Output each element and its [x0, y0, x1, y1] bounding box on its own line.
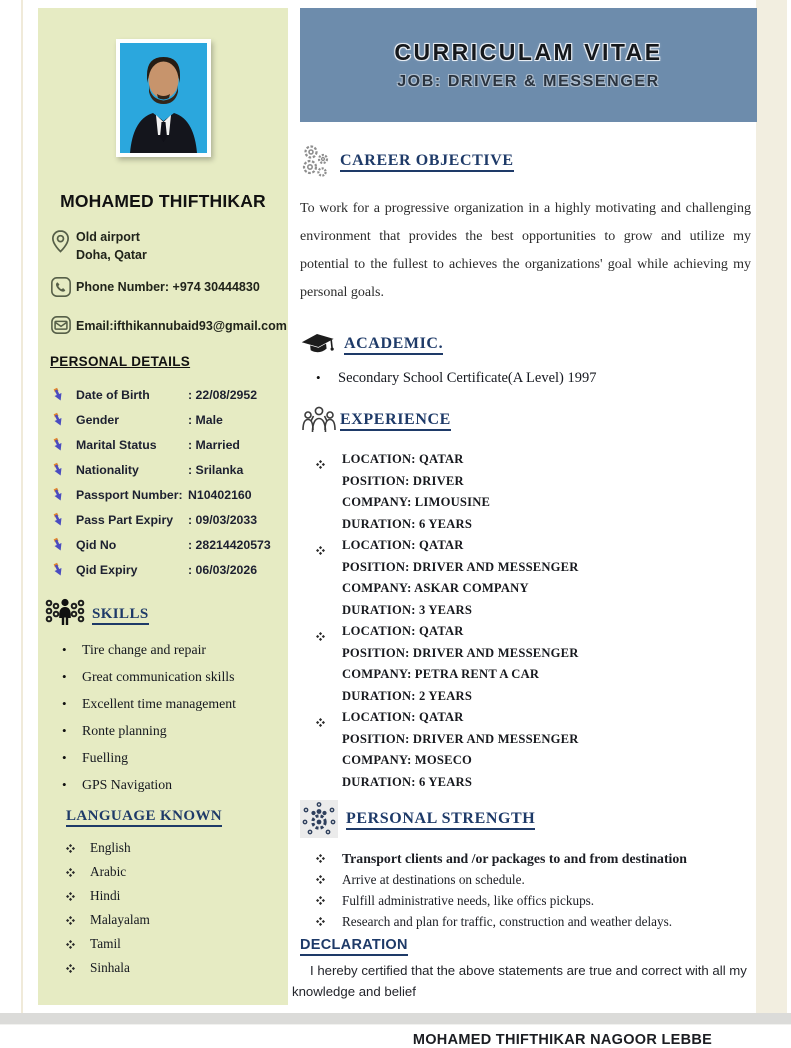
detail-label: Qid Expiry	[76, 562, 138, 577]
academic-heading: ACADEMIC.	[344, 335, 443, 353]
detail-value: : 22/08/2952	[188, 387, 258, 402]
personal-detail-row	[52, 557, 280, 582]
detail-value: : Married	[188, 437, 240, 452]
experience-heading: EXPERIENCE	[340, 411, 451, 429]
personal-details-rows	[52, 382, 280, 582]
experience-line: DURATION: 6 YEARS	[342, 516, 473, 531]
dart-bullet-icon	[52, 388, 76, 401]
email-icon	[50, 315, 76, 340]
detail-label: Passport Number:	[76, 487, 183, 502]
skills-person-icon	[44, 598, 86, 630]
dart-bullet-icon	[52, 538, 76, 551]
bullet-icon: •	[62, 723, 67, 739]
declaration-text: I hereby certified that the above statements are true and correct with all my knowledge and belief	[292, 963, 747, 1000]
diamond-bullet-icon	[66, 892, 90, 901]
experience-line: LOCATION: QATAR	[300, 707, 757, 729]
language-item	[66, 956, 288, 980]
skill-text: Tire change and repair	[82, 642, 206, 658]
strength-item	[300, 869, 757, 890]
detail-value: : Srilanka	[188, 462, 244, 477]
bullet-icon: •	[62, 696, 67, 712]
strength-text: Arrive at destinations on schedule.	[342, 872, 525, 887]
experience-line: DURATION: 3 YEARS	[342, 602, 473, 617]
career-objective-text: To work for a progressive organization in a highly motivating and challenging environment that provides the best opportunities to grow and utilize my potential to the fullest to achieves the organizations' goal while achieving my personal goals.	[300, 201, 751, 300]
language-item	[66, 908, 288, 932]
job-subtitle: JOB: DRIVER & MESSENGER	[397, 73, 660, 90]
bullet-icon: •	[62, 669, 67, 685]
title-banner	[300, 8, 757, 122]
page-right-margin	[756, 0, 787, 1013]
detail-label: Marital Status	[76, 437, 157, 452]
detail-value: N10402160	[188, 487, 252, 502]
language-item	[66, 884, 288, 908]
skill-item	[62, 696, 288, 723]
experience-line: COMPANY: MOSECO	[342, 753, 472, 767]
personal-strength-heading-row	[300, 800, 757, 838]
personal-detail-row	[52, 482, 280, 507]
academic-text: Secondary School Certificate(A Level) 1997	[338, 370, 597, 386]
diamond-bullet-icon	[66, 916, 90, 925]
dart-bullet-icon	[52, 413, 76, 426]
academic-item	[300, 370, 757, 387]
detail-label: Qid No	[76, 537, 117, 552]
skill-text: Ronte planning	[82, 723, 167, 739]
diamond-bullet-icon	[316, 890, 342, 911]
academic-heading-row	[300, 332, 757, 355]
experience-line: COMPANY: PETRA RENT A CAR	[342, 667, 540, 681]
page-left-edge	[21, 0, 23, 1013]
candidate-name: MOHAMED THIFTHIKAR	[60, 191, 266, 211]
cv-title: CURRICULAM VITAE	[394, 39, 663, 65]
experience-heading-row	[300, 404, 757, 436]
personal-detail-row	[52, 407, 280, 432]
personal-detail-row	[52, 432, 280, 457]
experience-line: DURATION: 6 YEARS	[342, 774, 473, 789]
language-text: Hindi	[90, 888, 121, 904]
experience-line: LOCATION: QATAR	[300, 621, 757, 643]
dart-bullet-icon	[52, 438, 76, 451]
personal-detail-row	[52, 382, 280, 407]
personal-strength-heading: PERSONAL STRENGTH	[346, 810, 535, 828]
experience-line: LOCATION: QATAR	[300, 449, 757, 471]
portrait-image	[120, 43, 207, 153]
skills-heading-row	[44, 598, 288, 630]
skill-text: Great communication skills	[82, 669, 235, 685]
language-text: English	[90, 840, 131, 856]
language-item	[66, 860, 288, 884]
detail-value: : 06/03/2026	[188, 562, 258, 577]
personal-strength-list	[300, 848, 757, 932]
personal-detail-row	[52, 507, 280, 532]
declaration-heading-row	[300, 937, 757, 953]
experience-line: POSITION: DRIVER AND MESSENGER	[342, 731, 579, 746]
dart-bullet-icon	[52, 563, 76, 576]
career-objective-heading: CAREER OBJECTIVE	[340, 152, 514, 170]
detail-value: : 28214420573	[188, 537, 271, 552]
language-item	[66, 932, 288, 956]
phone-row	[50, 275, 278, 303]
phone-text: Phone Number: +974 30444830	[76, 280, 260, 295]
academic-list	[300, 370, 757, 387]
skill-text: Excellent time management	[82, 696, 237, 712]
people-group-icon	[300, 404, 338, 436]
detail-value: : Male	[188, 412, 223, 427]
language-item	[66, 836, 288, 860]
gears-icon	[300, 143, 332, 179]
experience-line: DURATION: 2 YEARS	[342, 688, 473, 703]
team-gear-icon	[300, 800, 338, 838]
language-text: Sinhala	[90, 960, 130, 976]
experience-list	[300, 449, 757, 793]
skills-list	[62, 642, 288, 804]
address-text: Old airport Doha, Qatar	[76, 230, 147, 263]
profile-photo	[116, 39, 211, 157]
strength-item	[300, 890, 757, 911]
skill-item	[62, 750, 288, 777]
personal-detail-row	[52, 532, 280, 557]
skill-item	[62, 642, 288, 669]
sidebar	[38, 8, 288, 1005]
skill-text: Fuelling	[82, 750, 128, 766]
personal-detail-row	[52, 457, 280, 482]
email-text: Email:ifthikannubaid93@gmail.com	[76, 319, 287, 334]
detail-label: Gender	[76, 412, 120, 427]
dart-bullet-icon	[52, 488, 76, 501]
diamond-bullet-icon	[316, 869, 342, 890]
dart-bullet-icon	[52, 513, 76, 526]
experience-line: COMPANY: LIMOUSINE	[342, 495, 491, 509]
detail-label: Pass Part Expiry	[76, 512, 174, 527]
languages-list	[66, 836, 288, 980]
career-objective-heading-row	[300, 143, 757, 179]
personal-details-heading: PERSONAL DETAILS	[50, 354, 191, 370]
graduation-cap-icon	[299, 330, 337, 357]
signature-name: MOHAMED THIFTHIKAR NAGOOR LEBBE	[412, 1032, 713, 1048]
diamond-bullet-icon	[66, 868, 90, 877]
experience-line: LOCATION: QATAR	[300, 535, 757, 557]
experience-line: POSITION: DRIVER AND MESSENGER	[342, 559, 579, 574]
language-text: Tamil	[90, 936, 121, 952]
diamond-bullet-icon	[66, 964, 90, 973]
skill-item	[62, 723, 288, 750]
strength-item	[300, 911, 757, 932]
strength-item	[300, 848, 757, 869]
diamond-bullet-icon	[66, 940, 90, 949]
declaration-heading: DECLARATION	[300, 937, 408, 953]
contact-block	[50, 228, 287, 340]
diamond-bullet-icon	[316, 848, 342, 869]
skill-item	[62, 777, 288, 804]
languages-heading: LANGUAGE KNOWN	[66, 808, 288, 825]
location-pin-icon	[50, 229, 76, 259]
detail-label: Nationality	[76, 462, 139, 477]
diamond-bullet-icon	[316, 911, 342, 932]
bullet-icon: •	[62, 750, 67, 766]
language-text: Arabic	[90, 864, 127, 880]
strength-text: Fulfill administrative needs, like offics pickups.	[342, 893, 595, 908]
skill-text: GPS Navigation	[82, 777, 173, 793]
phone-icon	[50, 276, 76, 303]
bullet-icon: •	[316, 370, 321, 385]
skill-item	[62, 669, 288, 696]
dart-bullet-icon	[52, 463, 76, 476]
experience-line: COMPANY: ASKAR COMPANY	[342, 581, 529, 595]
address-row	[50, 228, 278, 264]
bullet-icon: •	[62, 642, 67, 658]
strength-text: Research and plan for traffic, construction and weather delays.	[342, 914, 673, 929]
experience-line: POSITION: DRIVER AND MESSENGER	[342, 645, 579, 660]
detail-value: : 09/03/2033	[188, 512, 258, 527]
bullet-icon: •	[62, 777, 67, 793]
email-row	[50, 314, 287, 340]
detail-label: Date of Birth	[76, 387, 150, 402]
experience-line: POSITION: DRIVER	[342, 473, 464, 488]
skills-heading: SKILLS	[92, 606, 149, 623]
main-column	[292, 122, 757, 1048]
language-text: Malayalam	[90, 912, 150, 928]
diamond-bullet-icon	[66, 844, 90, 853]
strength-text: Transport clients and /or packages to and from destination	[342, 851, 687, 866]
